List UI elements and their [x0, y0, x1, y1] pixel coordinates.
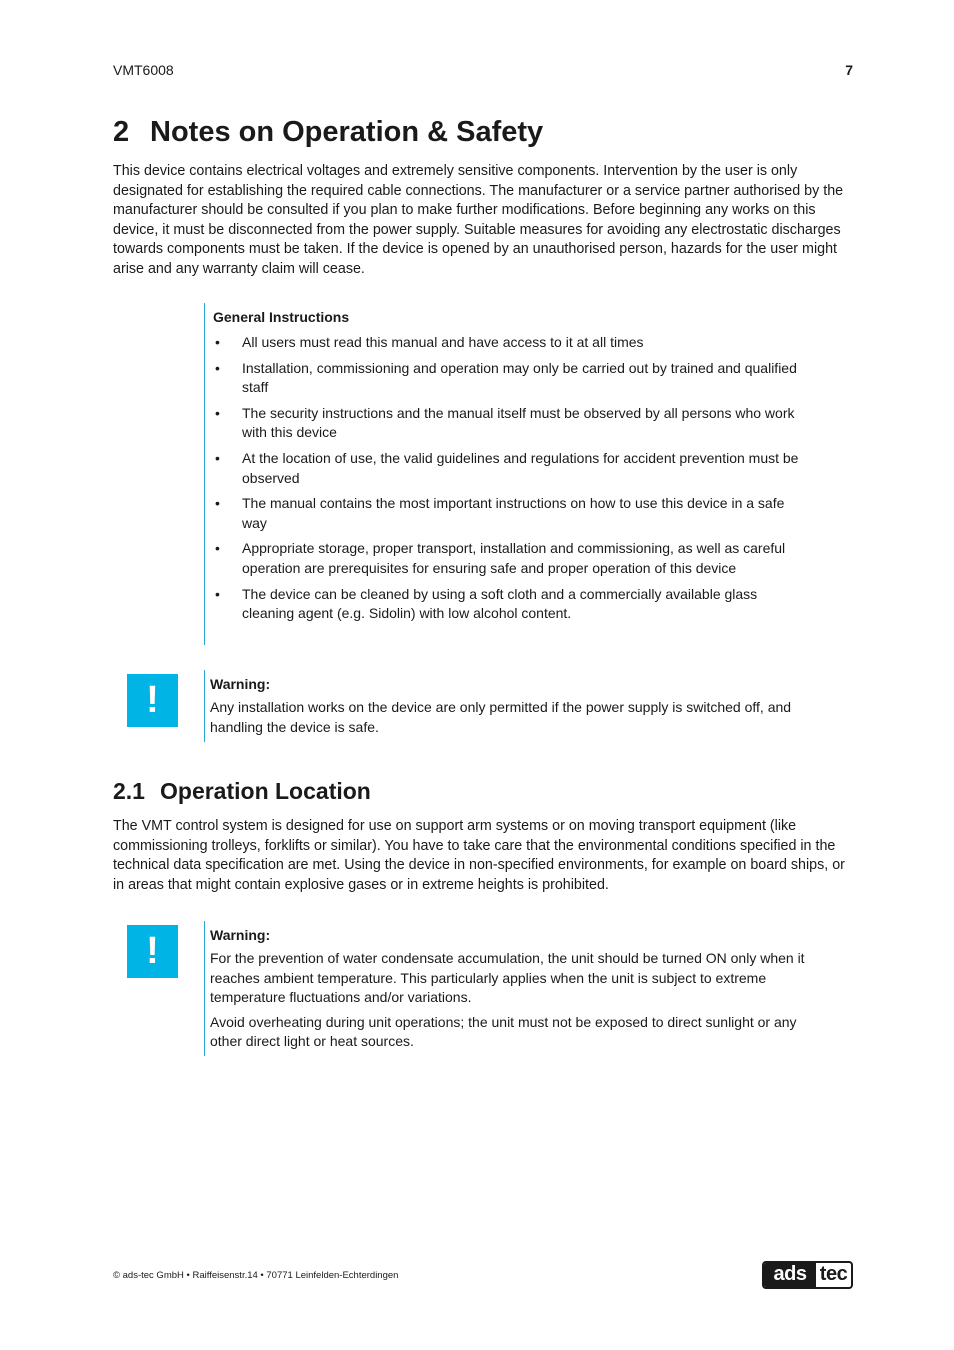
bullet-icon: • [215, 495, 220, 512]
exclamation-icon: ! [127, 674, 178, 727]
footer-address: © ads-tec GmbH • Raiffeisenstr.14 • 70771 Leinfelden-Echterdingen [113, 1270, 399, 1281]
list-item [213, 539, 813, 578]
list-item-text: The security instructions and the manual itself must be observed by all persons who work with this device [242, 404, 795, 441]
list-item-text: Appropriate storage, proper transport, installation and commissioning, as well as careful operation are prerequisites for ensuring safe and proper operation of this device [242, 540, 786, 576]
general-instructions-list [213, 333, 813, 624]
general-instructions-title: General Instructions [213, 309, 350, 325]
bullet-icon: • [215, 334, 220, 350]
section-number: 2 [113, 116, 130, 148]
subsection-heading [113, 778, 371, 805]
warning-text: For the prevention of water condensate accumulation, the unit should be turned ON only when it reaches ambient temperature. This particularly applies when the unit is subject to extreme temperature fluctuations and/or variations. [210, 950, 805, 1006]
subsection-number: 2.1 [113, 778, 145, 804]
document-id: VMT6008 [113, 62, 174, 78]
bullet-icon: • [215, 359, 220, 376]
exclamation-icon: ! [127, 925, 178, 978]
list-item [213, 404, 813, 443]
list-item-text: Installation, commissioning and operation may only be carried out by trained and qualified staff [242, 359, 797, 396]
section-heading [113, 116, 543, 149]
subsection-title: Operation Location [160, 778, 371, 804]
page-number: 7 [845, 62, 853, 78]
list-item-text: The device can be cleaned by using a soft cloth and a commercially available glass cleaning agent (e.g. Sidolin) with low alcohol content. [242, 585, 758, 622]
list-item [213, 449, 813, 488]
ads-tec-logo [762, 1261, 853, 1289]
intro-paragraph: This device contains electrical voltages and extremely sensitive components. Intervention by the user is only designated for establishing the required cable connections. The manufacturer or a service partner authorised by the manufacturer should be consulted if you plan to make further modifications. Before beginning any works on this device, it must be disconnected from the power supply. Suitable measures for avoiding any electrostatic discharges towards components must be taken. If the device is opened by an unauthorised person, hazards for the user might arise and any warranty claim will cease. [113, 163, 844, 277]
warning-text: Any installation works on the device are only permitted if the power supply is switched off, and handling the device is safe. [210, 699, 792, 735]
list-item [213, 333, 813, 353]
general-instructions-box [204, 303, 813, 645]
list-item-text: At the location of use, the valid guidelines and regulations for accident prevention must be observed [242, 449, 799, 486]
list-item [213, 494, 813, 533]
logo-text-left: ads [764, 1263, 816, 1287]
warning-title: Warning: [210, 676, 271, 692]
bullet-icon: • [215, 585, 220, 602]
warning-text: Avoid overheating during unit operations; the unit must not be exposed to direct sunlight or any other direct light or heat sources. [210, 1013, 797, 1050]
logo-frame [762, 1261, 853, 1289]
list-item [213, 359, 813, 398]
bullet-icon: • [215, 449, 220, 466]
warning-box [204, 670, 810, 742]
warning-box [204, 921, 810, 1056]
operation-location-paragraph: The VMT control system is designed for use on support arm systems or on moving transport equipment (like commissioning trolleys, forklifts or similar). You have to take care that the environmental conditions specified in the technical data specification are met. Using the device in non-specified environments, for example on board ships, or in areas that might contain explosive gases or in extreme heights is prohibited. [113, 818, 845, 893]
section-title: Notes on Operation & Safety [150, 116, 544, 148]
bullet-icon: • [215, 404, 220, 421]
list-item-text: The manual contains the most important instructions on how to use this device in a safe way [242, 495, 785, 531]
logo-text-right: tec [819, 1263, 848, 1285]
bullet-icon: • [215, 540, 220, 557]
list-item [213, 585, 813, 624]
warning-title: Warning: [210, 927, 271, 943]
list-item-text: All users must read this manual and have access to it at all times [242, 334, 644, 350]
